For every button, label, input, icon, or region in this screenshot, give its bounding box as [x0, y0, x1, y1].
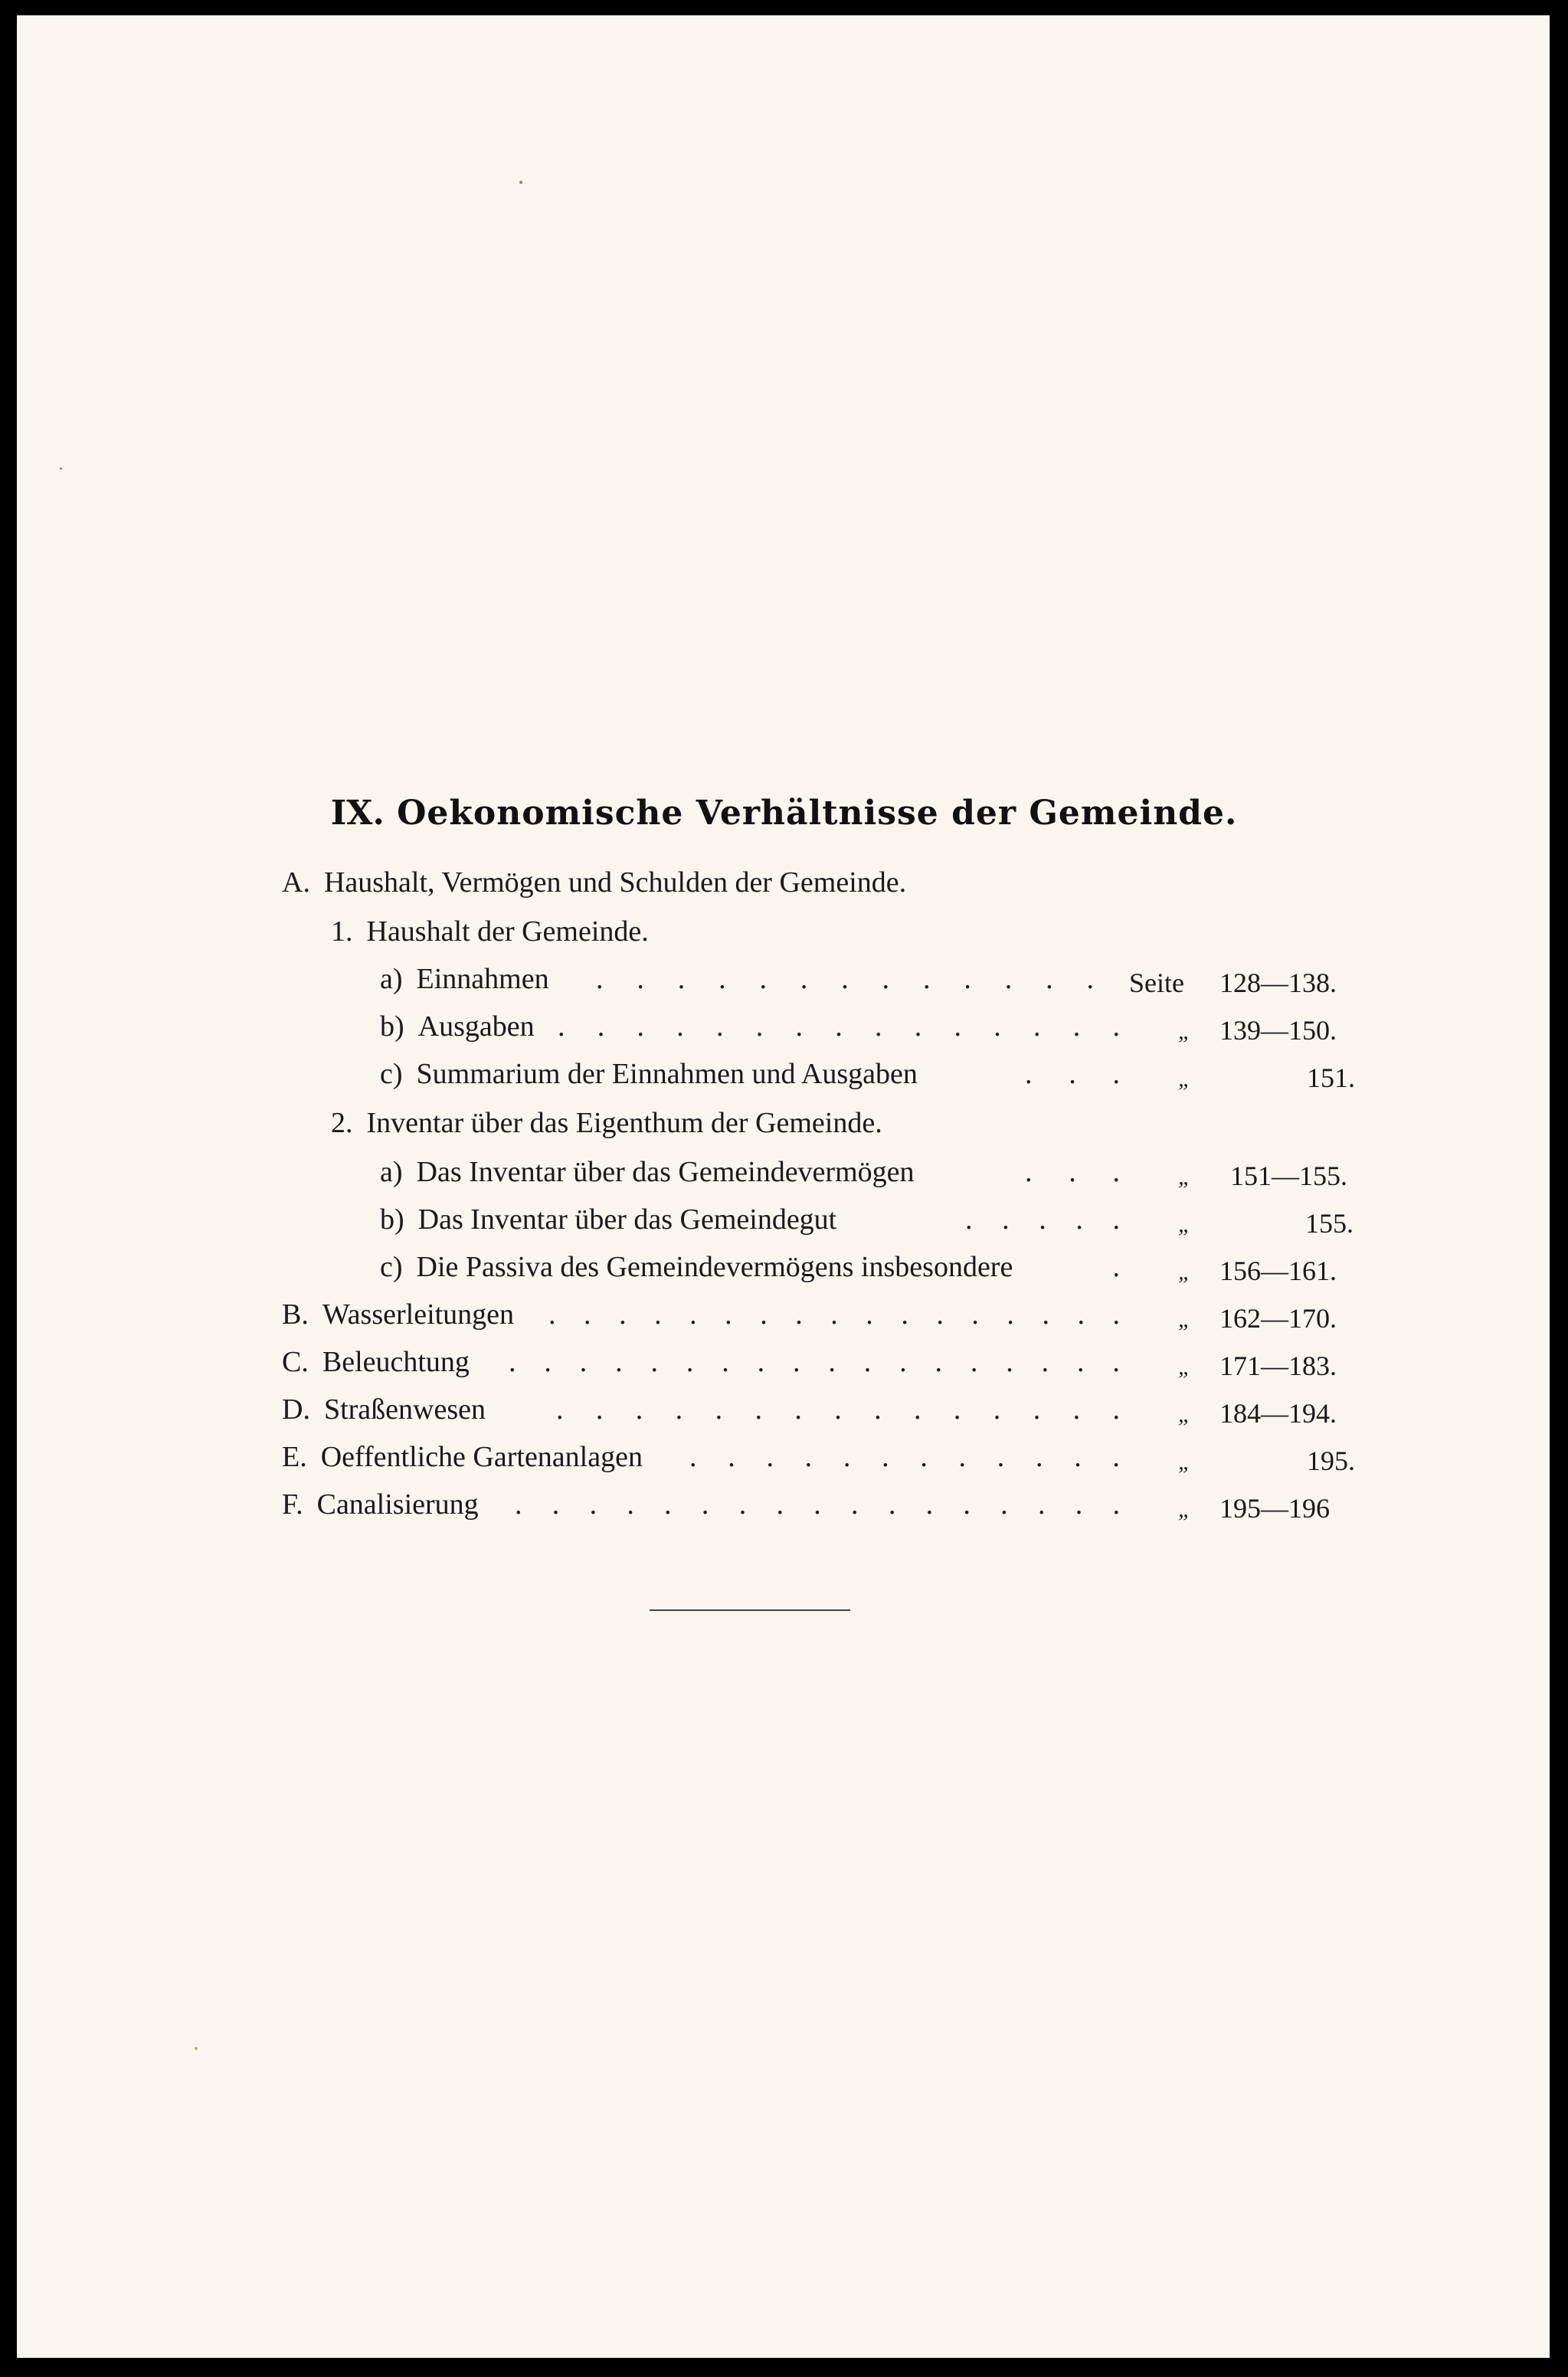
leader-dot: .: [1075, 1488, 1083, 1521]
leader-dot: .: [676, 1010, 684, 1043]
leader-dot: .: [1112, 1346, 1120, 1378]
leader-dot: .: [800, 963, 808, 995]
leader-dot: .: [875, 1010, 882, 1043]
toc-entry: [282, 1345, 470, 1391]
leader-dot: .: [1112, 1156, 1120, 1188]
leader-dot: .: [993, 1393, 1001, 1426]
leader-dot: .: [509, 1346, 516, 1378]
leader-dot: .: [738, 1488, 747, 1521]
leader-dot: .: [1025, 1058, 1033, 1090]
entry-label: c): [380, 1251, 403, 1283]
leader-dot: .: [1072, 1010, 1081, 1043]
leader-dot: .: [874, 1393, 882, 1426]
section-title: Oekonomische Verhältnisse der Gemeinde.: [397, 794, 1238, 833]
leader-dot: .: [689, 1298, 697, 1331]
dot-leader: [515, 1488, 1120, 1534]
leader-dot: .: [1033, 1393, 1041, 1426]
leader-dot: .: [882, 963, 890, 995]
entry-label: C.: [282, 1346, 309, 1378]
toc-entry: [380, 1250, 1013, 1296]
entry-label: F.: [282, 1488, 303, 1521]
leader-dot: .: [552, 1488, 560, 1521]
entry-label: 2.: [331, 1107, 353, 1139]
dot-leader: [689, 1440, 1120, 1486]
toc-entry: [282, 1393, 486, 1439]
leader-dot: .: [1112, 1010, 1120, 1043]
entry-title: Wasserleitungen: [322, 1298, 515, 1331]
leader-dot: .: [793, 1346, 800, 1378]
dot-leader: [1025, 1057, 1120, 1103]
dot-leader: [558, 1010, 1120, 1056]
leader-dot: .: [579, 1346, 588, 1378]
leader-dot: .: [722, 1346, 729, 1378]
leader-dot: .: [1000, 1488, 1008, 1521]
leader-dot: .: [675, 1393, 683, 1426]
leader-dot: .: [1006, 1346, 1013, 1378]
toc-entry: [282, 1440, 643, 1486]
dot-leader: [1109, 1250, 1120, 1296]
leader-dot: .: [1077, 1298, 1085, 1331]
entry-pages: 151—155.: [1230, 1161, 1347, 1191]
entry-label: a): [380, 963, 403, 995]
leader-dot: .: [888, 1488, 896, 1521]
leader-dot: .: [615, 1346, 623, 1378]
leader-dot: .: [935, 1346, 942, 1378]
entry-pages: 139—150.: [1219, 1015, 1337, 1046]
paper-speck: [60, 467, 62, 470]
entry-pages: 195—196: [1219, 1493, 1330, 1524]
leader-dot: .: [627, 1488, 634, 1521]
leader-dot: .: [1112, 1298, 1120, 1331]
leader-dot: .: [834, 1393, 842, 1426]
leader-dot: .: [835, 1010, 843, 1043]
leader-dot: .: [1112, 1488, 1120, 1521]
leader-dot: .: [914, 1010, 922, 1043]
leader-dot: .: [1075, 1203, 1083, 1236]
leader-dot: .: [914, 1393, 921, 1426]
leader-dot: .: [757, 1346, 765, 1378]
leader-dot: .: [851, 1488, 859, 1521]
leader-dot: .: [1112, 1441, 1120, 1473]
entry-title: Die Passiva des Gemeindevermögens insbesondere: [416, 1251, 1013, 1283]
entry-title: Oeffentliche Gartenanlagen: [320, 1441, 643, 1473]
leader-dot: .: [882, 1441, 889, 1473]
toc-entry: [331, 915, 649, 961]
section-heading: [0, 794, 1568, 833]
leader-dot: .: [1112, 1251, 1120, 1283]
entry-title: Ausgaben: [417, 1010, 535, 1043]
leader-dot: .: [1042, 1298, 1049, 1331]
dot-leader: [596, 962, 1094, 1008]
leader-dot: .: [923, 963, 931, 995]
leader-dot: .: [997, 1441, 1005, 1473]
leader-dot: .: [715, 1393, 723, 1426]
entry-title: Inventar über das Eigenthum der Gemeinde.: [366, 1107, 882, 1139]
leader-dot: .: [1033, 1010, 1041, 1043]
ditto-mark: „: [1178, 1164, 1191, 1190]
leader-dot: .: [965, 1203, 973, 1236]
leader-dot: .: [1046, 963, 1053, 995]
entry-title: Haushalt der Gemeinde.: [366, 915, 649, 948]
leader-dot: .: [1112, 1058, 1120, 1090]
entry-title: Haushalt, Vermögen und Schulden der Gemeinde.: [323, 866, 907, 899]
dot-leader: [556, 1393, 1120, 1439]
leader-dot: .: [589, 1488, 597, 1521]
leader-dot: .: [804, 1441, 813, 1473]
entry-label: b): [380, 1203, 404, 1236]
leader-dot: .: [843, 1441, 851, 1473]
leader-dot: .: [795, 1298, 803, 1331]
entry-pages: 128—138.: [1219, 967, 1337, 998]
leader-dot: .: [1004, 963, 1013, 995]
leader-dot: .: [637, 963, 644, 995]
leader-dot: .: [1069, 1156, 1076, 1188]
leader-dot: .: [1072, 1393, 1081, 1426]
entry-title: Beleuchtung: [322, 1346, 470, 1378]
entry-label: A.: [282, 866, 310, 899]
leader-dot: .: [958, 1441, 967, 1473]
leader-dot: .: [766, 1441, 774, 1473]
ditto-mark: „: [1178, 1402, 1191, 1427]
ditto-mark: „: [1178, 1307, 1191, 1332]
leader-dot: .: [841, 963, 849, 995]
dot-leader: [548, 1298, 1120, 1344]
leader-dot: .: [899, 1346, 907, 1378]
leader-dot: .: [686, 1346, 694, 1378]
leader-dot: .: [964, 963, 971, 995]
entry-label: c): [380, 1058, 403, 1090]
leader-dot: .: [1025, 1156, 1033, 1188]
toc-entry: [282, 866, 906, 912]
entry-title: Straßenwesen: [323, 1393, 486, 1426]
leader-dot: .: [1039, 1203, 1046, 1236]
section-number: IX.: [330, 794, 385, 833]
ditto-mark: „: [1178, 1449, 1191, 1475]
leader-dot: .: [635, 1393, 643, 1426]
toc-entry: [380, 962, 549, 1008]
entry-label: E.: [282, 1441, 307, 1473]
dot-leader: [1025, 1155, 1120, 1201]
leader-dot: .: [548, 1298, 556, 1331]
leader-dot: .: [963, 1488, 971, 1521]
leader-dot: .: [728, 1441, 735, 1473]
leader-dot: .: [1035, 1441, 1043, 1473]
leader-dot: .: [584, 1298, 591, 1331]
closing-rule: [650, 1609, 850, 1611]
leader-dot: .: [1077, 1346, 1085, 1378]
seite-label: Seite: [1129, 967, 1184, 998]
leader-dot: .: [863, 1346, 872, 1378]
entry-label: D.: [282, 1393, 310, 1426]
entry-title: Einnahmen: [416, 963, 549, 995]
leader-dot: .: [813, 1488, 821, 1521]
leader-dot: .: [994, 1010, 1001, 1043]
leader-dot: .: [901, 1298, 908, 1331]
leader-dot: .: [1069, 1058, 1076, 1090]
entry-label: b): [380, 1010, 404, 1043]
leader-dot: .: [1112, 1203, 1120, 1236]
toc-entry: [380, 1010, 535, 1056]
toc-entry: [380, 1155, 915, 1201]
leader-dot: .: [970, 1346, 978, 1378]
leader-dot: .: [925, 1488, 934, 1521]
entry-label: 1.: [331, 915, 353, 948]
leader-dot: .: [759, 963, 767, 995]
leader-dot: .: [954, 1010, 961, 1043]
entry-pages: 155.: [1305, 1208, 1354, 1239]
leader-dot: .: [866, 1298, 873, 1331]
leader-dot: .: [619, 1298, 627, 1331]
entry-pages: 156—161.: [1219, 1256, 1337, 1286]
ditto-mark: „: [1178, 1212, 1191, 1237]
entry-pages: 171—183.: [1219, 1351, 1337, 1381]
leader-dot: .: [719, 963, 726, 995]
toc-entry: [380, 1203, 836, 1249]
entry-title: Das Inventar über das Gemeindevermögen: [416, 1156, 915, 1188]
ditto-mark: „: [1178, 1019, 1191, 1044]
leader-dot: .: [701, 1488, 709, 1521]
entry-label: a): [380, 1156, 403, 1188]
leader-dot: .: [1002, 1203, 1010, 1236]
paper-speck: [195, 2047, 198, 2050]
leader-dot: .: [755, 1010, 764, 1043]
leader-dot: .: [1037, 1488, 1046, 1521]
leader-dot: .: [953, 1393, 961, 1426]
leader-dot: .: [650, 1346, 658, 1378]
entry-title: Canalisierung: [316, 1488, 479, 1521]
leader-dot: .: [755, 1393, 762, 1426]
toc-entry: [331, 1106, 882, 1152]
leader-dot: .: [664, 1488, 672, 1521]
entry-pages: 162—170.: [1219, 1303, 1337, 1334]
leader-dot: .: [558, 1010, 565, 1043]
leader-dot: .: [689, 1441, 697, 1473]
leader-dot: .: [920, 1441, 928, 1473]
dot-leader: [965, 1203, 1120, 1249]
toc-entry: [380, 1057, 918, 1103]
leader-dot: .: [794, 1393, 802, 1426]
leader-dot: .: [515, 1488, 522, 1521]
entry-title: Das Inventar über das Gemeindegut: [417, 1203, 837, 1236]
leader-dot: .: [936, 1298, 944, 1331]
leader-dot: .: [971, 1298, 979, 1331]
leader-dot: .: [544, 1346, 552, 1378]
leader-dot: .: [597, 1010, 605, 1043]
paper-speck: [519, 181, 522, 184]
leader-dot: .: [795, 1010, 803, 1043]
leader-dot: .: [1074, 1441, 1082, 1473]
leader-dot: .: [677, 963, 686, 995]
entry-label: B.: [282, 1298, 309, 1331]
entry-pages: 184—194.: [1219, 1398, 1337, 1429]
leader-dot: .: [830, 1298, 838, 1331]
leader-dot: .: [654, 1298, 662, 1331]
leader-dot: .: [828, 1346, 836, 1378]
leader-dot: .: [1007, 1298, 1014, 1331]
leader-dot: .: [637, 1010, 644, 1043]
leader-dot: .: [595, 1393, 604, 1426]
ditto-mark: „: [1178, 1259, 1191, 1285]
leader-dot: .: [1112, 1393, 1120, 1426]
entry-pages: 151.: [1307, 1062, 1355, 1093]
leader-dot: .: [1086, 963, 1094, 995]
leader-dot: .: [776, 1488, 784, 1521]
toc-entry: [282, 1488, 479, 1534]
leader-dot: .: [760, 1298, 768, 1331]
toc-entry: [282, 1298, 514, 1344]
leader-dot: .: [1041, 1346, 1049, 1378]
dot-leader: [509, 1345, 1120, 1391]
entry-pages: 195.: [1307, 1446, 1355, 1476]
leader-dot: .: [716, 1010, 724, 1043]
ditto-mark: „: [1178, 1066, 1191, 1092]
ditto-mark: „: [1178, 1354, 1191, 1380]
entry-title: Summarium der Einnahmen und Ausgaben: [416, 1058, 918, 1090]
leader-dot: .: [556, 1393, 564, 1426]
ditto-mark: „: [1178, 1497, 1191, 1522]
leader-dot: .: [596, 963, 604, 995]
leader-dot: .: [725, 1298, 732, 1331]
